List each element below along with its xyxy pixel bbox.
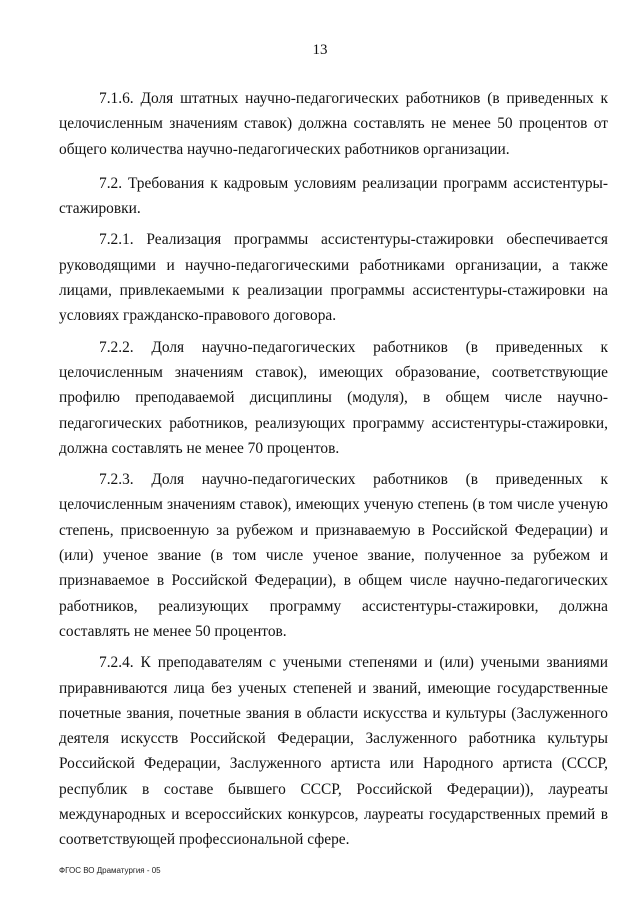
- document-body: [59, 86, 608, 859]
- paragraph-7-1-6: 7.1.6. Доля штатных научно-педагогических работников (в приведенных к целочисленным значениям ставок) должна составлять не менее 50 процентов от общего количества научно-педагогических работников организации.: [59, 90, 608, 158]
- paragraph-7-2-4: 7.2.4. К преподавателям с учеными степенями и (или) учеными званиями приравниваются лица без ученых степеней и званий, имеющие государственные почетные звания, почетные звания в области искусства и культуры (Заслуженного деятеля искусств Российской Федерации, Заслуженного работника культуры Российской Федерации, Заслуженного артиста или Народного артиста (СССР, республик в составе бывшего СССР, Российской Федерации)), лауреаты международных и всероссийских конкурсов, лауреаты государственных премий в соответствующей профессиональной сфере.: [59, 654, 608, 849]
- paragraph-7-2-3: 7.2.3. Доля научно-педагогических работников (в приведенных к целочисленным значениям ставок), имеющих ученую степень (в том числе ученую степень, присвоенную за рубежом и признаваемую в Российской Федерации) и (или) ученое звание (в том числе ученое звание, полученное за рубежом и признаваемое в Российской Федерации), в общем числе научно-педагогических работников, реализующих программу ассистентуры-стажировки, должна составлять не менее 50 процентов.: [59, 471, 608, 640]
- paragraph-7-2-2: 7.2.2. Доля научно-педагогических работников (в приведенных к целочисленным значениям ставок), имеющих образование, соответствующие профилю преподаваемой дисциплины (модуля), в общем числе научно-педагогических работников, реализующих программу ассистентуры-стажировки, должна составлять не менее 70 процентов.: [59, 338, 608, 457]
- paragraph-7-2-1: 7.2.1. Реализация программы ассистентуры-стажировки обеспечивается руководящими и научно-педагогическими работниками организации, а также лицами, привлекаемыми к реализации программы ассистентуры-стажировки на условиях гражданско-правового договора.: [59, 231, 608, 325]
- paragraph-7-2: 7.2. Требования к кадровым условиям реализации программ ассистентуры-стажировки.: [59, 174, 608, 218]
- page-number: 13: [312, 42, 328, 58]
- document-footer: ФГОС ВО Драматургия - 05: [59, 866, 161, 875]
